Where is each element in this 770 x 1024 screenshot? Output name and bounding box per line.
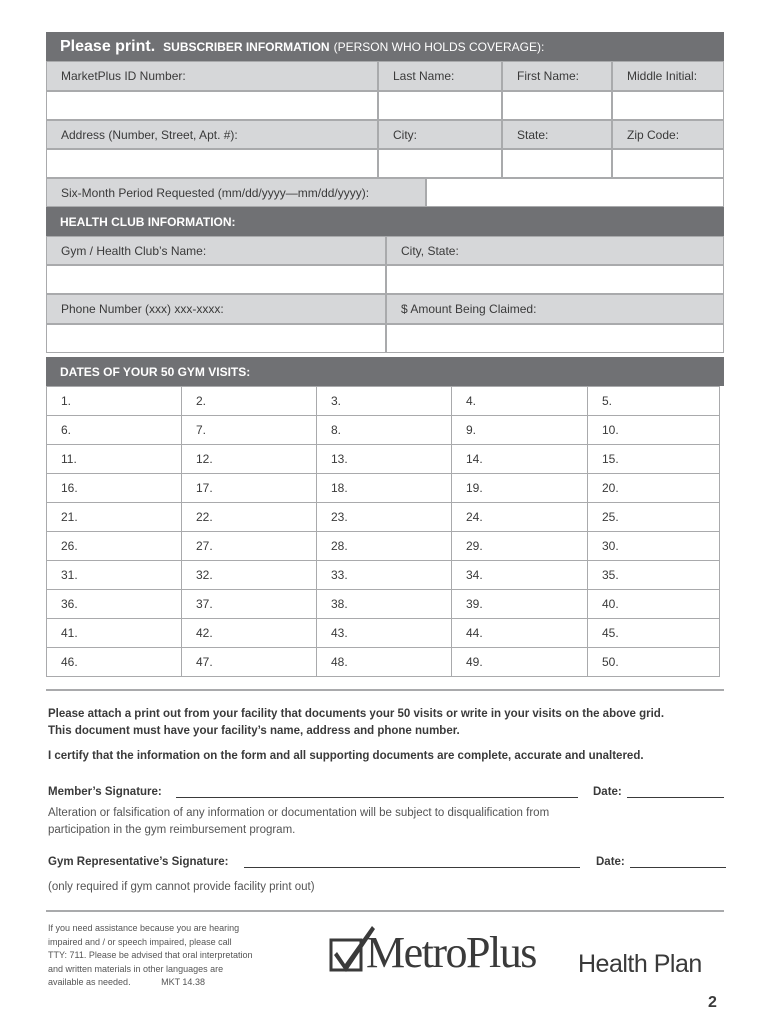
gym-rep-note: (only required if gym cannot provide facility print out) [48,881,315,893]
visit-cell-35[interactable] [587,560,720,590]
logo-plus: Plus [466,928,536,977]
visit-number-19: 19. [466,481,483,495]
visit-number-42: 42. [196,626,213,640]
visit-number-23: 23. [331,510,348,524]
visit-cell-37[interactable] [181,589,317,619]
visit-cell-1[interactable] [46,386,182,416]
visit-cell-41[interactable] [46,618,182,648]
visit-number-21: 21. [61,510,78,524]
member-date-line[interactable] [627,797,724,798]
visit-cell-33[interactable] [316,560,452,590]
alteration-notice-2: participation in the gym reimbursement program. [48,824,296,836]
visit-cell-46[interactable] [46,647,182,677]
logo-health-plan: Health Plan [578,950,702,978]
visit-cell-7[interactable] [181,415,317,445]
visit-cell-44[interactable] [451,618,588,648]
zip-code-label-text: Zip Code: [627,127,680,142]
visit-cell-30[interactable] [587,531,720,561]
visit-cell-16[interactable] [46,473,182,503]
visit-number-49: 49. [466,655,483,669]
visit-number-33: 33. [331,568,348,582]
visit-cell-10[interactable] [587,415,720,445]
assistance-line-2: impaired and / or speech impaired, please call [48,936,232,947]
visit-cell-24[interactable] [451,502,588,532]
visit-number-47: 47. [196,655,213,669]
visit-cell-4[interactable] [451,386,588,416]
middle-initial-label [612,61,724,91]
marketplus-id-label-text: MarketPlus ID Number: [61,69,186,83]
visit-cell-40[interactable] [587,589,720,619]
visit-number-15: 15. [602,452,619,466]
subscriber-title: SUBSCRIBER INFORMATION [163,39,330,54]
visit-cell-29[interactable] [451,531,588,561]
visit-number-13: 13. [331,452,348,466]
attach-instruction-1: Please attach a print out from your facility that documents your 50 visits or write in your visits on the above grid. [48,708,665,720]
visit-number-40: 40. [602,597,619,611]
visit-number-6: 6. [61,423,72,437]
visit-cell-13[interactable] [316,444,452,474]
visit-cell-36[interactable] [46,589,182,619]
city-state-field[interactable] [386,265,724,294]
health-club-title: HEALTH CLUB INFORMATION: [60,214,236,229]
period-label-text: Six-Month Period Requested (mm/dd/yyyy—mm/dd/yyyy): [61,185,370,200]
form-code: MKT 14.38 [161,977,205,987]
visit-cell-43[interactable] [316,618,452,648]
gym-rep-signature-line[interactable] [244,867,580,868]
marketplus-id-label [46,61,378,91]
assistance-line-4: and written materials in other languages are [48,963,224,974]
visit-cell-22[interactable] [181,502,317,532]
visit-number-35: 35. [602,568,619,582]
visit-number-30: 30. [602,539,619,553]
visit-number-12: 12. [196,452,213,466]
health-club-header [46,207,724,236]
visit-number-3: 3. [331,394,342,408]
visit-number-36: 36. [61,597,78,611]
phone-field[interactable] [46,324,386,353]
visit-cell-8[interactable] [316,415,452,445]
last-name-label-text: Last Name: [393,69,455,83]
city-field[interactable] [378,149,502,178]
divider-bottom [46,910,724,912]
first-name-label-text: First Name: [517,69,580,83]
visit-cell-12[interactable] [181,444,317,474]
certify-statement: I certify that the information on the form and all supporting documents are complete, accurate and unaltered. [48,750,644,762]
visits-grid [46,386,724,676]
assistance-notice [48,922,298,990]
gym-name-label-text: Gym / Health Club’s Name: [61,243,207,258]
middle-initial-label-text: Middle Initial: [627,69,698,83]
visit-number-22: 22. [196,510,213,524]
visit-cell-28[interactable] [316,531,452,561]
visit-cell-11[interactable] [46,444,182,474]
visit-number-41: 41. [61,626,78,640]
visit-number-28: 28. [331,539,348,553]
visit-number-1: 1. [61,394,72,408]
visit-cell-26[interactable] [46,531,182,561]
gym-rep-date-line[interactable] [630,867,726,868]
city-label [378,120,502,149]
visit-cell-14[interactable] [451,444,588,474]
assistance-line-5-text: available as needed. [48,977,131,987]
visit-number-20: 20. [602,481,619,495]
visit-number-14: 14. [466,452,483,466]
visit-number-48: 48. [331,655,348,669]
zip-code-label [612,120,724,149]
member-signature-line[interactable] [176,797,578,798]
city-state-label [386,236,724,265]
visit-number-44: 44. [466,626,483,640]
address-label [46,120,378,149]
visit-number-10: 10. [602,423,619,437]
visit-cell-48[interactable] [316,647,452,677]
marketplus-id-field[interactable] [46,91,378,120]
visit-number-37: 37. [196,597,213,611]
member-date-label: Date: [593,786,622,798]
visit-number-46: 46. [61,655,78,669]
gym-rep-date-label: Date: [596,856,625,868]
please-print-text: Please print. [60,37,156,55]
last-name-field[interactable] [378,91,502,120]
visit-cell-38[interactable] [316,589,452,619]
visit-number-2: 2. [196,394,207,408]
visit-number-27: 27. [196,539,213,553]
assistance-line-5 [48,976,298,990]
visit-number-26: 26. [61,539,78,553]
logo-wordmark [366,930,536,976]
visit-cell-19[interactable] [451,473,588,503]
period-label [46,178,426,207]
visit-cell-42[interactable] [181,618,317,648]
visit-cell-18[interactable] [316,473,452,503]
address-label-text: Address (Number, Street, Apt. #): [61,127,238,142]
visit-number-18: 18. [331,481,348,495]
visit-number-7: 7. [196,423,207,437]
visit-cell-50[interactable] [587,647,720,677]
visit-cell-2[interactable] [181,386,317,416]
state-label [502,120,612,149]
zip-code-field[interactable] [612,149,724,178]
visit-number-8: 8. [331,423,342,437]
visit-number-9: 9. [466,423,477,437]
gym-rep-signature-label: Gym Representative’s Signature: [48,856,229,868]
gym-name-label [46,236,386,265]
visits-title: DATES OF YOUR 50 GYM VISITS: [60,364,251,379]
visit-number-24: 24. [466,510,483,524]
visit-cell-49[interactable] [451,647,588,677]
visit-number-38: 38. [331,597,348,611]
city-label-text: City: [393,127,417,142]
visit-number-29: 29. [466,539,483,553]
visit-cell-39[interactable] [451,589,588,619]
visit-cell-20[interactable] [587,473,720,503]
visit-number-32: 32. [196,568,213,582]
visit-number-17: 17. [196,481,213,495]
visit-number-39: 39. [466,597,483,611]
visit-cell-34[interactable] [451,560,588,590]
visit-cell-3[interactable] [316,386,452,416]
visit-cell-45[interactable] [587,618,720,648]
visit-cell-5[interactable] [587,386,720,416]
divider-top [46,689,724,691]
visit-cell-9[interactable] [451,415,588,445]
amount-label [386,294,724,324]
logo-metro: Metro [366,928,467,977]
visit-number-5: 5. [602,394,613,408]
state-field[interactable] [502,149,612,178]
visit-cell-17[interactable] [181,473,317,503]
last-name-label [378,61,502,91]
visit-cell-23[interactable] [316,502,452,532]
visit-number-43: 43. [331,626,348,640]
attach-instruction-2: This document must have your facility’s name, address and phone number. [48,725,460,737]
subscriber-subtitle: (PERSON WHO HOLDS COVERAGE): [333,39,545,54]
first-name-label [502,61,612,91]
assistance-line-3: TTY: 711. Please be advised that oral interpretation [48,950,253,960]
visits-header [46,357,724,386]
amount-field[interactable] [386,324,724,353]
amount-label-text: $ Amount Being Claimed: [401,302,537,316]
visit-number-34: 34. [466,568,483,582]
visit-number-31: 31. [61,568,78,582]
metroplus-logo [326,920,731,980]
period-field[interactable] [426,178,724,207]
page-number: 2 [708,994,717,1011]
phone-label [46,294,386,324]
visit-number-45: 45. [602,626,619,640]
alteration-notice-1: Alteration or falsification of any information or documentation will be subject to disqualification from [48,807,550,819]
member-signature-label: Member’s Signature: [48,786,162,798]
visit-number-25: 25. [602,510,619,524]
visit-cell-27[interactable] [181,531,317,561]
phone-label-text: Phone Number (xxx) xxx-xxxx: [61,302,224,316]
assistance-line-1: If you need assistance because you are hearing [48,923,240,933]
visit-number-4: 4. [466,394,477,408]
visit-number-11: 11. [61,452,77,466]
visit-cell-21[interactable] [46,502,182,532]
middle-initial-field[interactable] [612,91,724,120]
visit-cell-32[interactable] [181,560,317,590]
visit-cell-31[interactable] [46,560,182,590]
gym-name-field[interactable] [46,265,386,294]
address-field[interactable] [46,149,378,178]
visit-cell-47[interactable] [181,647,317,677]
visit-cell-25[interactable] [587,502,720,532]
state-label-text: State: [517,127,549,142]
subscriber-header [46,32,724,61]
visit-number-50: 50. [602,655,619,669]
city-state-label-text: City, State: [401,243,459,258]
visit-number-16: 16. [61,481,78,495]
visit-cell-15[interactable] [587,444,720,474]
first-name-field[interactable] [502,91,612,120]
visit-cell-6[interactable] [46,415,182,445]
